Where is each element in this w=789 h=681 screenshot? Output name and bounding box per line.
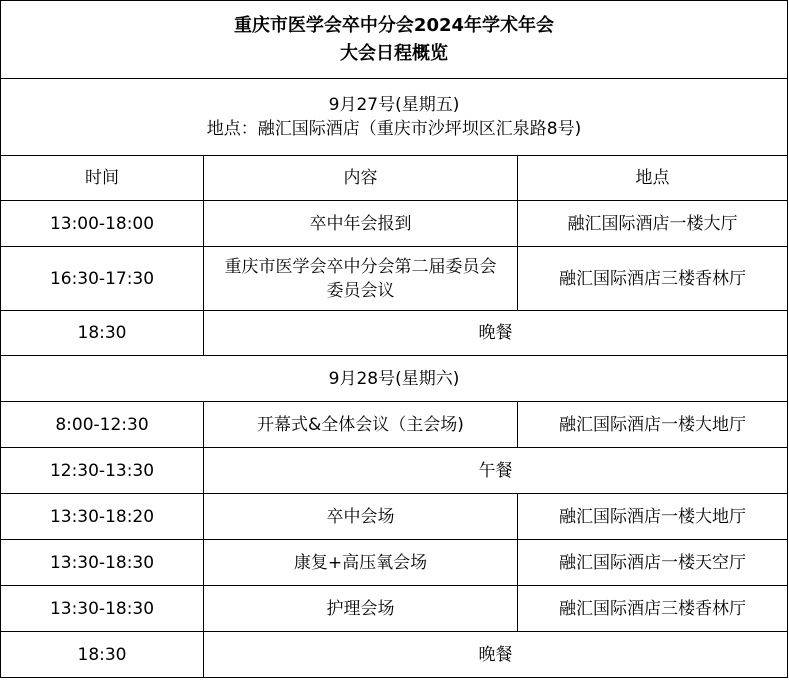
time-cell: 12:30-13:30 [1, 448, 204, 494]
content-line: 委员会议 [326, 280, 395, 301]
time-cell: 13:30-18:30 [1, 540, 204, 586]
content-cell: 护理会场 [204, 586, 518, 632]
day2-header-row [1, 356, 788, 402]
table-row [1, 586, 788, 632]
page-title: 重庆市医学会卒中分会2024年学术年会 [233, 14, 555, 36]
time-cell: 13:30-18:20 [1, 494, 204, 540]
table-row [1, 540, 788, 586]
header-location: 地点 [518, 156, 788, 201]
table-row [1, 201, 788, 247]
page-subtitle: 大会日程概览 [340, 42, 448, 64]
location-cell: 融汇国际酒店三楼香林厅 [518, 247, 788, 311]
header-content: 内容 [204, 156, 518, 201]
day1-header-cell [1, 79, 788, 156]
column-header-row [1, 156, 788, 201]
table-row [1, 632, 788, 678]
time-cell: 16:30-17:30 [1, 247, 204, 311]
time-cell: 18:30 [1, 311, 204, 356]
title-row [1, 1, 788, 79]
content-cell: 晚餐 [204, 311, 788, 356]
table-row [1, 448, 788, 494]
location-cell: 融汇国际酒店一楼天空厅 [518, 540, 788, 586]
table-row [1, 311, 788, 356]
title-cell [1, 1, 788, 79]
table-row [1, 494, 788, 540]
content-cell: 卒中年会报到 [204, 201, 518, 247]
time-cell: 18:30 [1, 632, 204, 678]
content-cell: 开幕式&全体会议（主会场) [204, 402, 518, 448]
header-time: 时间 [1, 156, 204, 201]
table-row [1, 247, 788, 311]
day1-header-row [1, 79, 788, 156]
day2-date: 9月28号(星期六) [1, 356, 788, 402]
content-cell: 午餐 [204, 448, 788, 494]
content-cell [204, 247, 518, 311]
content-cell: 卒中会场 [204, 494, 518, 540]
content-cell: 晚餐 [204, 632, 788, 678]
time-cell: 13:30-18:30 [1, 586, 204, 632]
table-row [1, 402, 788, 448]
content-line: 重庆市医学会卒中分会第二届委员会 [224, 256, 497, 277]
location-cell: 融汇国际酒店一楼大地厅 [518, 494, 788, 540]
content-cell: 康复+高压氧会场 [204, 540, 518, 586]
time-cell: 8:00-12:30 [1, 402, 204, 448]
time-cell: 13:00-18:00 [1, 201, 204, 247]
day1-date: 9月27号(星期五) [328, 95, 460, 115]
day1-venue: 地点：融汇国际酒店（重庆市沙坪坝区汇泉路8号) [206, 119, 582, 139]
location-cell: 融汇国际酒店三楼香林厅 [518, 586, 788, 632]
location-cell: 融汇国际酒店一楼大地厅 [518, 402, 788, 448]
location-cell: 融汇国际酒店一楼大厅 [518, 201, 788, 247]
